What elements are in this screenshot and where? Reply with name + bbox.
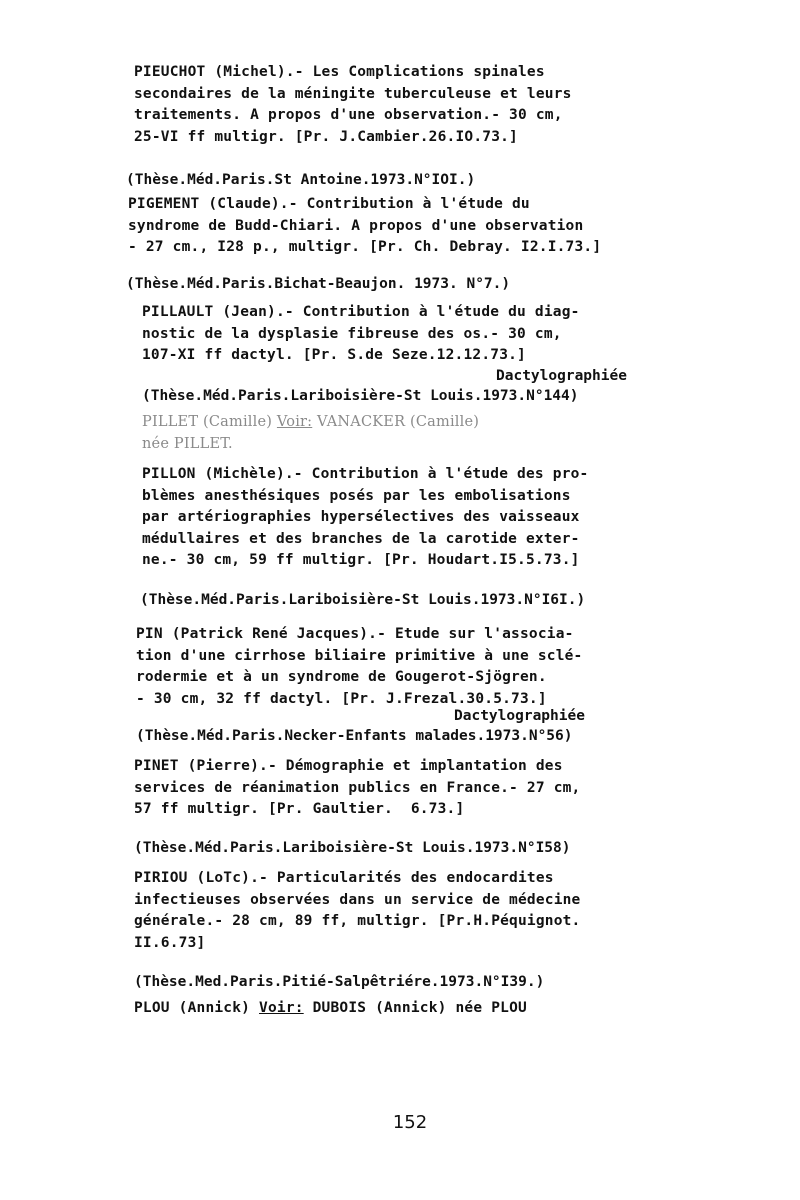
- entry-line: PILLAULT (Jean).- Contribution à l'étude du diag-: [142, 304, 580, 320]
- entry-source: (Thèse.Méd.Paris.Necker-Enfants malades.1973.N°56): [136, 728, 573, 744]
- entry-pillet: [142, 412, 662, 455]
- entry-line: 57 ff multigr. [Pr. Gaultier. 6.73.]: [134, 801, 465, 817]
- entry-line: II.6.73]: [134, 934, 206, 951]
- entry-line: tion d'une cirrhose biliaire primitive à une sclé-: [136, 647, 583, 664]
- entry-line: - 30 cm, 32 ff dactyl. [Pr. J.Frezal.30.5.73.]: [136, 690, 547, 707]
- entry-line: PIN (Patrick René Jacques).- Etude sur l'associa-: [136, 626, 574, 642]
- entry-line: services de réanimation publics en France.- 27 cm,: [134, 779, 581, 796]
- entry-note: Dactylographiée: [454, 708, 585, 724]
- entry-line: PILLON (Michèle).- Contribution à l'étude des pro-: [142, 466, 589, 482]
- entry-pieuchot: [134, 62, 654, 148]
- entry-pillault: [142, 302, 662, 367]
- entry-pillon: [142, 464, 662, 572]
- entry-line: par artériographies hypersélectives des vaisseaux: [142, 509, 580, 525]
- entry-pigement: [128, 194, 648, 259]
- entry-piriou: [134, 868, 654, 954]
- entry-line: PIEUCHOT (Michel).- Les Complications spinales: [134, 64, 545, 80]
- entry-pinet: [134, 756, 654, 821]
- entry-line: infectieuses observées dans un service de médecine: [134, 891, 581, 908]
- entry-source: (Thèse.Méd.Paris.Lariboisière-St Louis.1973.N°I6I.): [140, 592, 586, 608]
- entry-line: 107-XI ff dactyl. [Pr. S.de Seze.12.12.73.]: [142, 347, 526, 363]
- entry-source: (Thèse.Méd.Paris.St Antoine.1973.N°IOI.): [126, 172, 476, 188]
- entry-line: née PILLET.: [142, 435, 233, 452]
- entry-line: générale.- 28 cm, 89 ff, multigr. [Pr.H.Péquignot.: [134, 913, 581, 929]
- entry-line: - 27 cm., I28 p., multigr. [Pr. Ch. Debray. I2.I.73.]: [128, 239, 602, 255]
- entry-line: PIRIOU (LoTc).- Particularités des endocardites: [134, 870, 554, 886]
- entry-source: (Thèse.Med.Paris.Pitié-Salpêtriére.1973.N°I39.): [134, 974, 545, 990]
- entry-line: PLOU (Annick) Voir: DUBOIS (Annick) née PLOU: [134, 1000, 527, 1016]
- entry-line: médullaires et des branches de la carotide exter-: [142, 530, 580, 547]
- entry-note: Dactylographiée: [496, 368, 627, 384]
- entry-line: syndrome de Budd-Chiari. A propos d'une observation: [128, 217, 584, 234]
- entry-line: 25-VI ff multigr. [Pr. J.Cambier.26.IO.73.]: [134, 128, 518, 145]
- see-also-label: Voir:: [276, 414, 313, 430]
- entry-source: (Thèse.Méd.Paris.Bichat-Beaujon. 1973. N°7.): [126, 276, 511, 292]
- entry-line: traitements. A propos d'une observation.- 30 cm,: [134, 107, 563, 123]
- entry-line: secondaires de la méningite tuberculeuse et leurs: [134, 85, 572, 102]
- see-also-label: Voir:: [259, 1000, 304, 1016]
- page-number: 152: [392, 1112, 428, 1133]
- entry-line: PILLET (Camille) Voir: VANACKER (Camille): [142, 414, 480, 430]
- entry-line: blèmes anesthésiques posés par les embolisations: [142, 487, 571, 504]
- entry-source: (Thèse.Méd.Paris.Lariboisière-St Louis.1973.N°I58): [134, 840, 571, 856]
- entry-line: rodermie et à un syndrome de Gougerot-Sjögren.: [136, 669, 547, 685]
- entry-plou: [134, 998, 654, 1020]
- entry-line: nostic de la dysplasie fibreuse des os.- 30 cm,: [142, 325, 562, 342]
- entry-line: PIGEMENT (Claude).- Contribution à l'étude du: [128, 196, 530, 212]
- entry-pin: [136, 624, 656, 710]
- entry-line: PINET (Pierre).- Démographie et implantation des: [134, 758, 563, 774]
- entry-source: (Thèse.Méd.Paris.Lariboisière-St Louis.1973.N°144): [142, 388, 579, 404]
- entry-line: ne.- 30 cm, 59 ff multigr. [Pr. Houdart.I5.5.73.]: [142, 552, 580, 568]
